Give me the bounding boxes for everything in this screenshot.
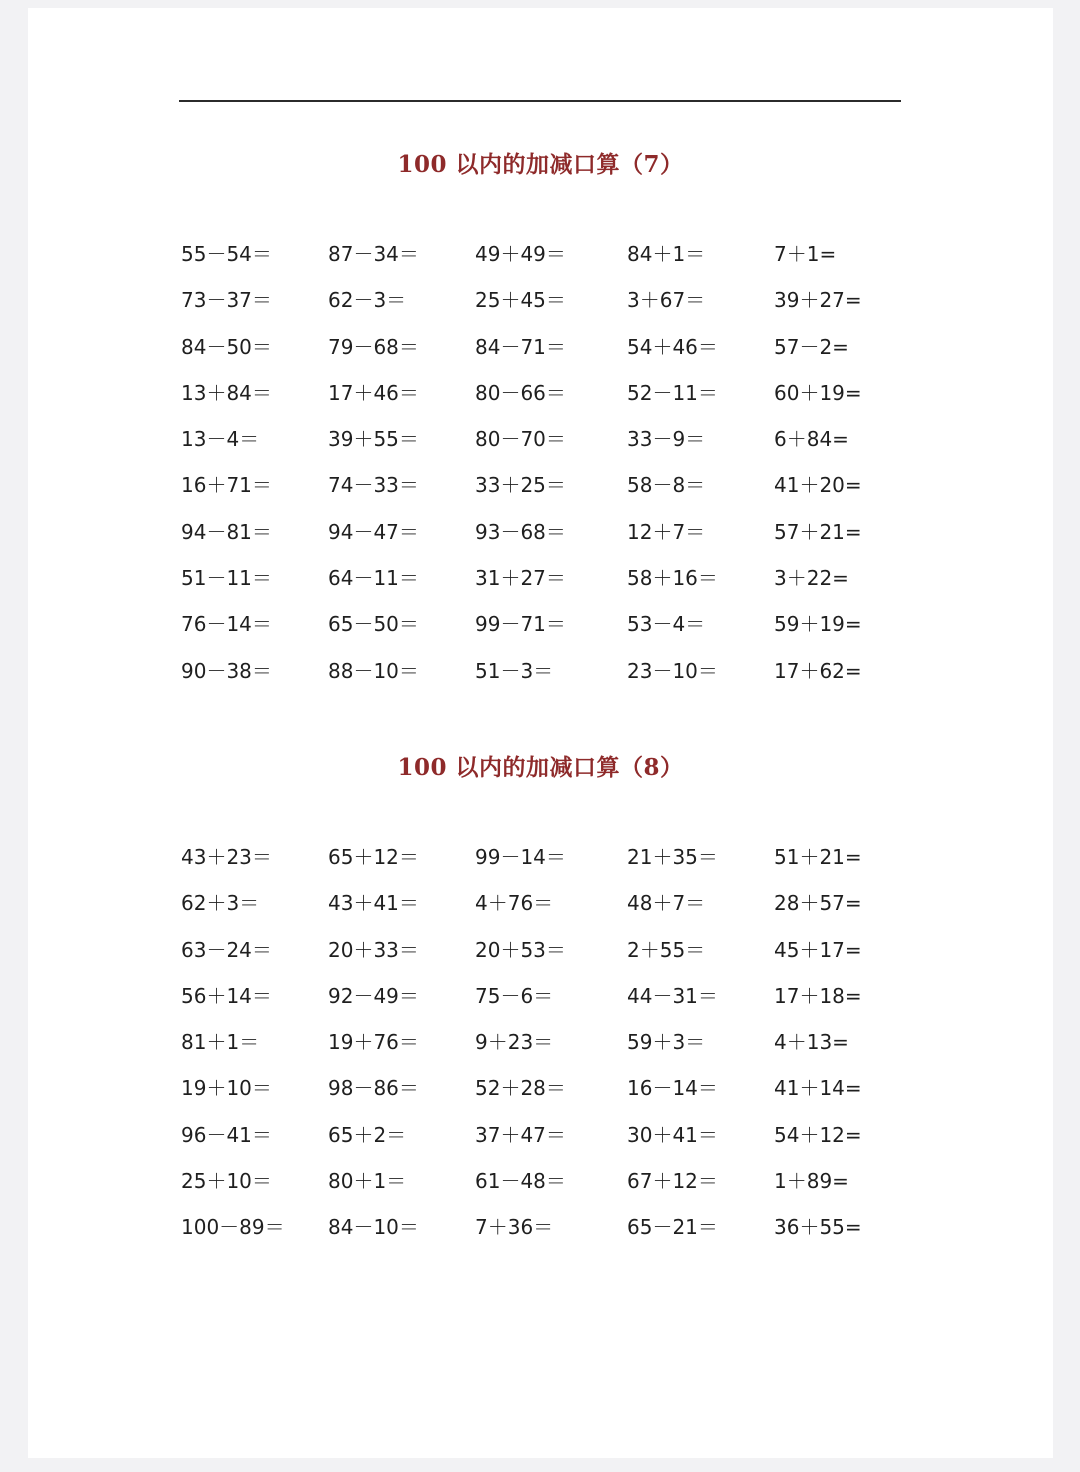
- problem-item: 20＋33＝: [328, 937, 419, 962]
- problem-item: 84＋1＝: [627, 242, 706, 266]
- problem-item: 65＋12＝: [328, 845, 419, 869]
- problem-item: 54＋46＝: [627, 334, 718, 359]
- problem-item: 25＋45＝: [475, 288, 566, 313]
- problem-item: 19＋76＝: [328, 1030, 419, 1055]
- problem-item: 99－14＝: [475, 845, 566, 869]
- problem-item: 57＋21=: [774, 519, 862, 544]
- problem-item: 58－8＝: [627, 473, 706, 498]
- problem-row: [181, 610, 901, 656]
- problem-item: 41＋14=: [774, 1076, 862, 1101]
- problem-row: [181, 564, 901, 610]
- problem-item: 84－50＝: [181, 334, 272, 359]
- problem-item: 58＋16＝: [627, 566, 718, 591]
- problem-item: 100－89＝: [181, 1215, 285, 1240]
- problem-grid-7: [181, 240, 901, 703]
- problem-item: 16－14＝: [627, 1076, 718, 1101]
- problem-item: 88－10＝: [328, 658, 419, 683]
- section-title-7: 100 以内的加减口算（7）: [397, 151, 684, 178]
- worksheet-page: [28, 8, 1053, 1458]
- problem-item: 23－10＝: [627, 658, 718, 683]
- problem-item: 12＋7＝: [627, 519, 706, 544]
- problem-item: 63－24＝: [181, 937, 272, 962]
- problem-item: 62＋3＝: [181, 891, 260, 916]
- problem-row: [181, 518, 901, 564]
- problem-row: [181, 286, 901, 332]
- problem-item: 64－11＝: [328, 566, 419, 591]
- problem-item: 80＋1＝: [328, 1169, 407, 1194]
- problem-item: 51＋21=: [774, 845, 862, 869]
- problem-item: 6＋84=: [774, 427, 849, 452]
- problem-row: [181, 379, 901, 425]
- problem-item: 57－2=: [774, 334, 849, 359]
- problem-row: [181, 1121, 901, 1167]
- problem-item: 87－34＝: [328, 242, 419, 266]
- problem-item: 80－66＝: [475, 380, 566, 405]
- problem-row: [181, 471, 901, 517]
- problem-item: 75－6＝: [475, 983, 554, 1008]
- problem-item: 94－47＝: [328, 519, 419, 544]
- problem-item: 43＋23＝: [181, 845, 272, 869]
- problem-item: 36＋55=: [774, 1215, 862, 1240]
- problem-item: 45＋17=: [774, 937, 862, 962]
- problem-item: 39＋27=: [774, 288, 862, 313]
- problem-row: [181, 657, 901, 703]
- problem-item: 19＋10＝: [181, 1076, 272, 1101]
- problem-item: 81＋1＝: [181, 1030, 260, 1055]
- problem-item: 41＋20=: [774, 473, 862, 498]
- problem-item: 4＋76＝: [475, 891, 554, 916]
- problem-item: 1＋89=: [774, 1169, 849, 1194]
- problem-item: 20＋53＝: [475, 937, 566, 962]
- problem-item: 90－38＝: [181, 658, 272, 683]
- problem-row: [181, 889, 901, 935]
- problem-row: [181, 333, 901, 379]
- problem-item: 99－71＝: [475, 612, 566, 637]
- problem-item: 16＋71＝: [181, 473, 272, 498]
- problem-item: 56＋14＝: [181, 983, 272, 1008]
- problem-row: [181, 425, 901, 471]
- problem-item: 52＋28＝: [475, 1076, 566, 1101]
- problem-row: [181, 240, 901, 286]
- section-title-8: 100 以内的加减口算（8）: [397, 754, 684, 781]
- problem-item: 51－11＝: [181, 566, 272, 591]
- problem-item: 49＋49＝: [475, 242, 566, 266]
- problem-row: [181, 982, 901, 1028]
- problem-item: 84－71＝: [475, 334, 566, 359]
- problem-item: 74－33＝: [328, 473, 419, 498]
- problem-item: 3＋67＝: [627, 288, 706, 313]
- problem-item: 96－41＝: [181, 1122, 272, 1147]
- problem-item: 65－21＝: [627, 1215, 718, 1240]
- problem-item: 98－86＝: [328, 1076, 419, 1101]
- problem-item: 17＋62=: [774, 658, 862, 683]
- problem-item: 76－14＝: [181, 612, 272, 637]
- problem-item: 53－4＝: [627, 612, 706, 637]
- problem-item: 28＋57=: [774, 891, 862, 916]
- problem-item: 65＋2＝: [328, 1122, 407, 1147]
- problem-item: 84－10＝: [328, 1215, 419, 1240]
- problem-item: 17＋46＝: [328, 380, 419, 405]
- header-rule: [179, 100, 901, 102]
- problem-item: 7＋1=: [774, 242, 837, 266]
- problem-item: 59＋3＝: [627, 1030, 706, 1055]
- problem-item: 51－3＝: [475, 658, 554, 683]
- problem-row: [181, 1167, 901, 1213]
- problem-item: 62－3＝: [328, 288, 407, 313]
- problem-item: 48＋7＝: [627, 891, 706, 916]
- problem-item: 2＋55＝: [627, 937, 706, 962]
- problem-item: 61－48＝: [475, 1169, 566, 1194]
- problem-item: 54＋12=: [774, 1122, 862, 1147]
- problem-item: 17＋18=: [774, 983, 862, 1008]
- problem-item: 80－70＝: [475, 427, 566, 452]
- problem-item: 13＋84＝: [181, 380, 272, 405]
- problem-item: 7＋36＝: [475, 1215, 554, 1240]
- problem-item: 94－81＝: [181, 519, 272, 544]
- problem-item: 55－54＝: [181, 242, 272, 266]
- problem-item: 92－49＝: [328, 983, 419, 1008]
- problem-item: 30＋41＝: [627, 1122, 718, 1147]
- problem-item: 33＋25＝: [475, 473, 566, 498]
- problem-row: [181, 1074, 901, 1120]
- problem-item: 44－31＝: [627, 983, 718, 1008]
- problem-item: 60＋19=: [774, 380, 862, 405]
- problem-item: 93－68＝: [475, 519, 566, 544]
- problem-item: 67＋12＝: [627, 1169, 718, 1194]
- problem-item: 31＋27＝: [475, 566, 566, 591]
- problem-row: [181, 843, 901, 889]
- problem-item: 43＋41＝: [328, 891, 419, 916]
- problem-item: 52－11＝: [627, 380, 718, 405]
- problem-row: [181, 1213, 901, 1259]
- problem-item: 33－9＝: [627, 427, 706, 452]
- problem-item: 65－50＝: [328, 612, 419, 637]
- problem-item: 59＋19=: [774, 612, 862, 637]
- problem-item: 79－68＝: [328, 334, 419, 359]
- problem-row: [181, 1028, 901, 1074]
- problem-item: 39＋55＝: [328, 427, 419, 452]
- problem-item: 37＋47＝: [475, 1122, 566, 1147]
- problem-item: 4＋13=: [774, 1030, 849, 1055]
- problem-grid-8: [181, 843, 901, 1260]
- problem-item: 73－37＝: [181, 288, 272, 313]
- problem-item: 13－4＝: [181, 427, 260, 452]
- problem-item: 9＋23＝: [475, 1030, 554, 1055]
- problem-item: 25＋10＝: [181, 1169, 272, 1194]
- problem-item: 21＋35＝: [627, 845, 718, 869]
- problem-item: 3＋22=: [774, 566, 849, 591]
- problem-row: [181, 936, 901, 982]
